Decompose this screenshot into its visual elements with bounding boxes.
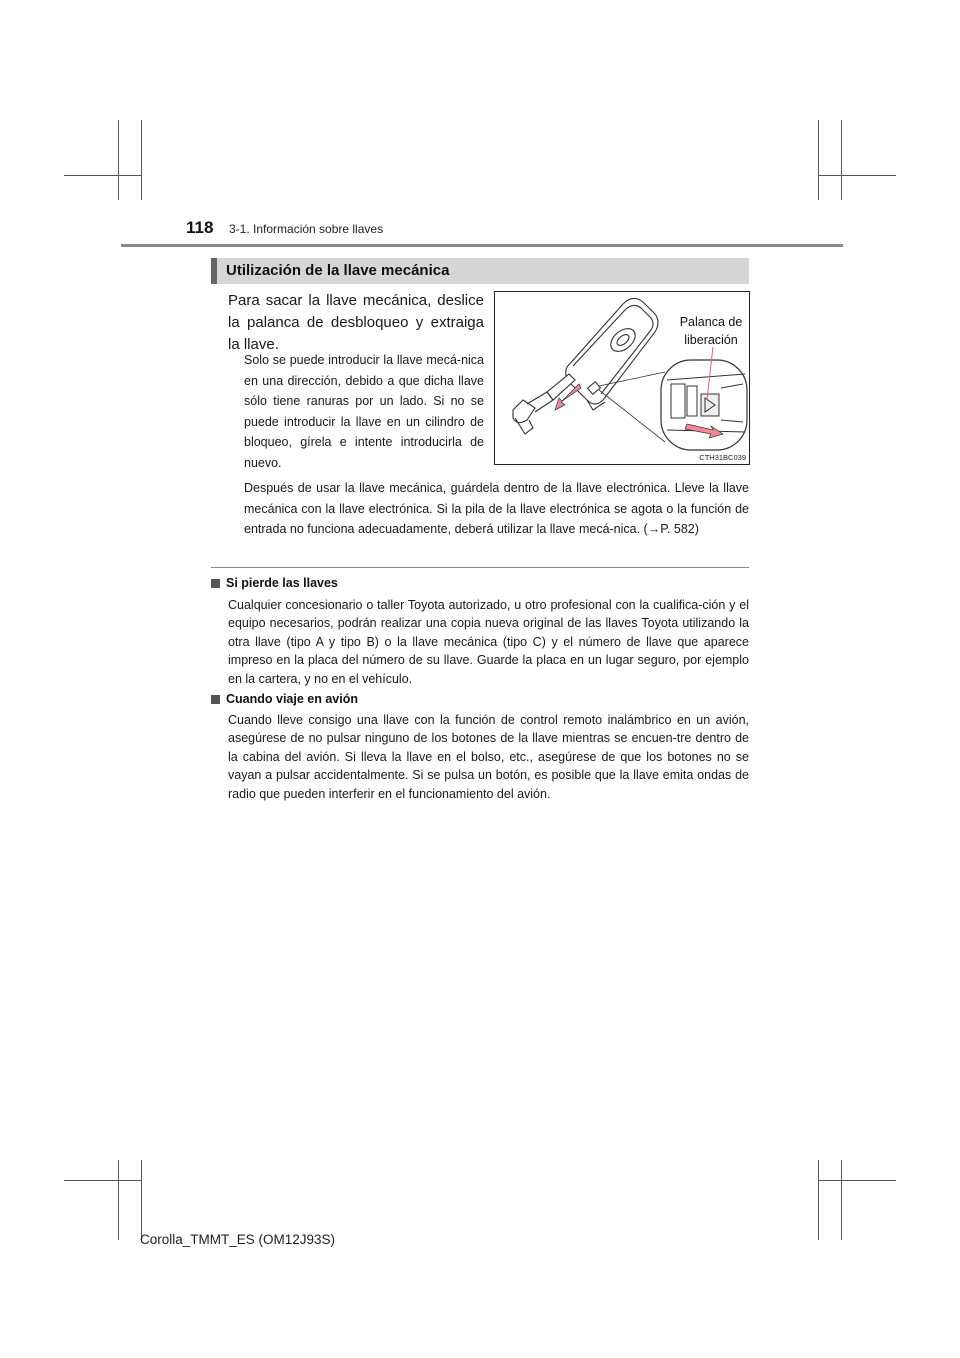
crop-mark xyxy=(64,175,142,176)
figure-label: Palanca de liberación xyxy=(679,315,743,347)
subsection-title: Si pierde las llaves xyxy=(226,576,338,590)
section-banner xyxy=(211,258,749,284)
crop-mark xyxy=(141,1160,142,1240)
figure-code: CTH31BC039 xyxy=(699,453,746,462)
subsection-heading xyxy=(211,576,338,590)
square-bullet-icon xyxy=(211,579,220,588)
page-number: 118 xyxy=(186,218,214,237)
header-rule xyxy=(121,244,843,247)
intro-text: Para sacar la llave mecánica, deslice la palanca de desbloqueo y extraiga la llave. xyxy=(228,292,484,353)
crop-mark xyxy=(818,175,896,176)
subsection-heading xyxy=(211,692,358,706)
crop-mark xyxy=(818,1160,819,1240)
note-paragraph: Solo se puede introducir la llave mecá-nica en una dirección, debido a que dicha llave sólo tiene ranuras por un lado. Si no se puede introducir la llave en un cilindro de bloqueo, gírela e intente introducirla de nuevo. xyxy=(244,353,484,470)
crop-mark xyxy=(64,1180,142,1181)
crop-mark xyxy=(841,120,842,200)
crop-mark xyxy=(818,1180,896,1181)
section-title: 3-1. Información sobre llaves xyxy=(229,222,384,236)
crop-mark xyxy=(118,120,119,200)
crop-mark xyxy=(818,120,819,200)
square-bullet-icon xyxy=(211,695,220,704)
divider xyxy=(211,567,749,568)
crop-mark xyxy=(118,1160,119,1240)
subsection-text: Cuando lleve consigo una llave con la función de control remoto inalámbrico en un avión, asegúrese de no pulsar ninguno de los botones de la llave mientras se encuen-tre dentro de la cabina del avión. Si lleva la llave en el bolso, etc., asegúrese de que los botones no se vayan a pulsar accidentalmente. Si se pulsa un botón, es posible que la llave emita ondas de radio que pueden interferir en el funcionamiento del avión. xyxy=(228,713,749,801)
subsection-text: Cualquier concesionario o taller Toyota autorizado, u otro profesional con la cualifica-ción y el equipo necesarios, podrán realizar una copia nueva original de las llaves Toyota utilizando la otra llave (tipo A y tipo B) o la llave mecánica (tipo C) y el número de llave que aparece impreso en la placa del número de su llave. Guarde la placa en un lugar seguro, por ejemplo en la cartera, y no en el vehículo. xyxy=(228,598,749,686)
footer-text: Corolla_TMMT_ES (OM12J93S) xyxy=(140,1232,336,1247)
banner-title: Utilización de la llave mecánica xyxy=(226,262,450,279)
crop-mark xyxy=(141,120,142,200)
subsection-title: Cuando viaje en avión xyxy=(226,692,358,706)
banner-bar xyxy=(211,258,217,284)
note-paragraph: Después de usar la llave mecánica, guárdela dentro de la llave electrónica. Lleve la llave mecánica con la llave electrónica. Si la pila de la llave electrónica se agota o la función de entrada no funciona adecuadamente, deberá utilizar la llave mecá-nica. (→P. 582) xyxy=(244,481,749,536)
crop-mark xyxy=(841,1160,842,1240)
key-illustration xyxy=(494,291,750,465)
